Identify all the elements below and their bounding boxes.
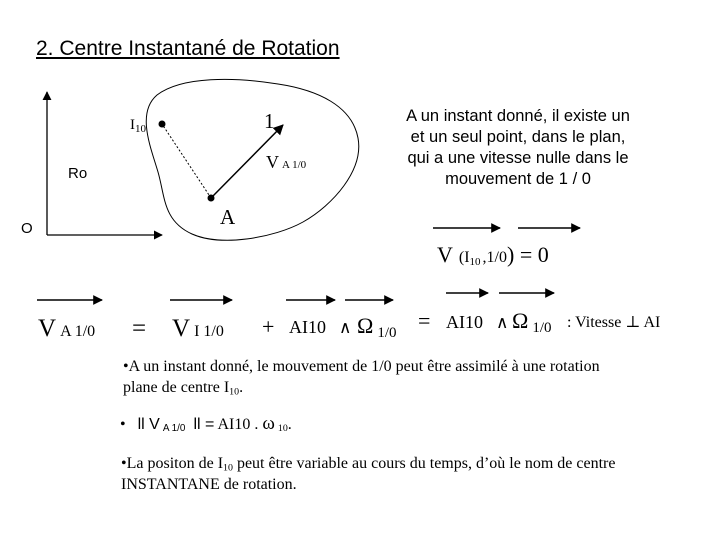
- eq-wedge-2: ∧: [496, 313, 509, 332]
- point-a-dot: [208, 195, 215, 202]
- bullet-3-text-b: peut être variable au cours du temps, d’où le nom de centre INSTANTANE de rotation.: [121, 455, 616, 493]
- bullet-2-norm-open: ll V $_{A 1/0}$: [137, 416, 186, 435]
- bullet-2: [120, 413, 292, 435]
- velocity-label: V A 1/0: [266, 152, 307, 172]
- bullet-3-text-a: •La positon de I: [121, 455, 224, 472]
- bullet-1-text: •A un instant donné, le mouvement de 1/0 peut être assimilé à une rotation plane de centre I: [123, 358, 600, 396]
- eq-ai: AI10: [289, 317, 326, 337]
- eq-equals-2: =: [418, 308, 431, 333]
- eq-ai-2: AI10: [446, 312, 483, 332]
- point-i10-label: $I_{10}$: [130, 117, 146, 135]
- bullet-3: [121, 453, 651, 495]
- body-label: 1: [264, 109, 275, 133]
- eq-equals: =: [132, 315, 147, 342]
- origin-label: O: [21, 220, 33, 237]
- eq-omega: Ω 1/0: [357, 313, 397, 341]
- eq-vi: V I 1/0: [172, 315, 224, 342]
- eq-va: V A 1/0: [38, 315, 96, 342]
- point-i10-dot: [159, 121, 166, 128]
- bullet-2-dot: •: [120, 416, 126, 433]
- dotted-line-a-i: [162, 124, 211, 198]
- bullet-3-sub: 10: [223, 462, 233, 474]
- eq-note: : Vitesse ⊥ AI: [567, 314, 661, 331]
- bullet-2-omega: ω: [262, 413, 275, 434]
- page-title: 2. Centre Instantané de Rotation: [36, 37, 340, 60]
- bullet-2-ai: AI10 .: [217, 416, 259, 433]
- bullet-2-norm-close: ll =: [193, 416, 215, 433]
- solid-body-1: [146, 79, 359, 240]
- eq-wedge: ∧: [339, 318, 352, 337]
- point-a-label: A: [220, 205, 236, 229]
- frame-label: Ro: [68, 165, 88, 182]
- eq-omega-2: Ω 1/0: [512, 308, 552, 336]
- bullet-1-sub: 10: [229, 386, 240, 398]
- zero-velocity-expression: V (I10 ,1/0) = 0: [437, 242, 549, 268]
- bullet-2-end: .: [287, 416, 292, 433]
- bullet-2-sub: 10: [277, 423, 288, 435]
- bullet-1: [123, 356, 623, 398]
- explanation-text: A un instant donné, il existe un et un seul point, dans le plan, qui a une vitesse nulle dans le mouvement de 1 / 0: [406, 107, 630, 188]
- bullet-1-end: .: [239, 379, 244, 396]
- eq-plus: +: [262, 314, 275, 339]
